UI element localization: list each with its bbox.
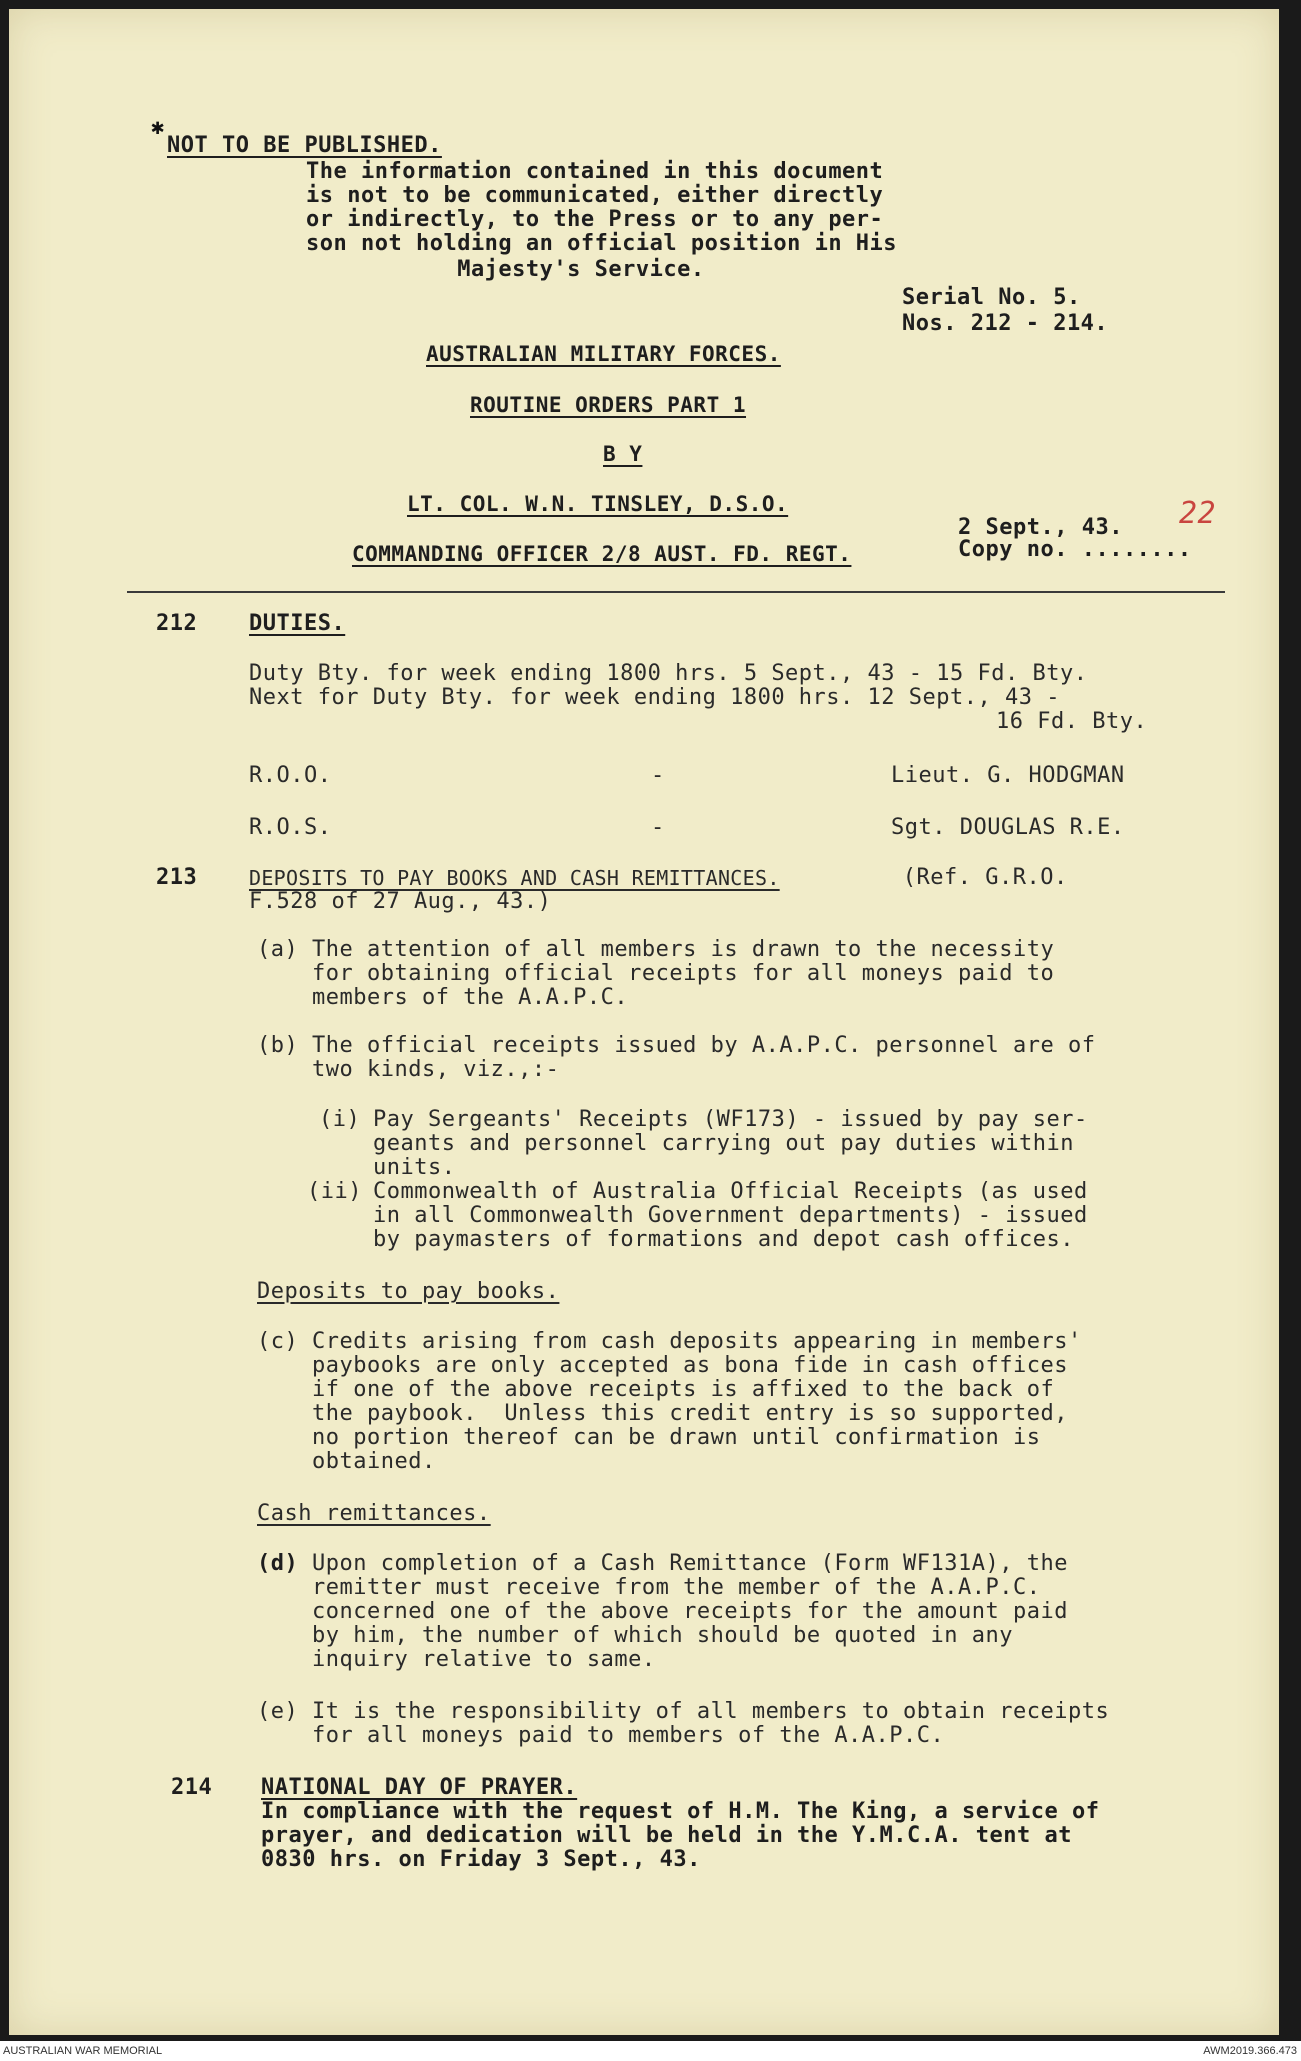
subheading-cash: Cash remittances. xyxy=(257,1501,491,1526)
para-i-line: geants and personnel carrying out pay duties within xyxy=(373,1131,1075,1156)
para-i-line: Pay Sergeants' Receipts (WF173) - issued by pay ser- xyxy=(373,1107,1088,1132)
roo-dash: - xyxy=(651,763,665,788)
ros-dash: - xyxy=(651,815,665,840)
para-d-line: Upon completion of a Cash Remittance (Form WF131A), the xyxy=(312,1551,1068,1576)
handwritten-copy-number: 22 xyxy=(1179,496,1217,531)
para-d-line: by him, the number of which should be quoted in any xyxy=(312,1623,1014,1648)
footer-institution: AUSTRALIAN WAR MEMORIAL xyxy=(3,2045,163,2057)
para-e-line: It is the responsibility of all members to obtain receipts xyxy=(312,1699,1110,1724)
para-label: (a) xyxy=(257,937,299,962)
title-by: B Y xyxy=(603,442,643,466)
roo-name: Lieut. G. HODGMAN xyxy=(891,763,1125,788)
para-d-line: inquiry relative to same. xyxy=(312,1647,656,1672)
order-number: 214 xyxy=(171,1775,213,1800)
document-page xyxy=(9,9,1279,2035)
prayer-line: 0830 hrs. on Friday 3 Sept., 43. xyxy=(261,1847,701,1872)
para-c-line: obtained. xyxy=(312,1449,436,1474)
duties-line: Duty Bty. for week ending 1800 hrs. 5 Sept., 43 - 15 Fd. Bty. xyxy=(249,661,1088,686)
ros-label: R.O.S. xyxy=(249,815,332,840)
para-d-line: remitter must receive from the member of the A.A.P.C. xyxy=(312,1575,1041,1600)
order-heading-prayer: NATIONAL DAY OF PRAYER. xyxy=(261,1775,578,1800)
prayer-line: prayer, and dedication will be held in the Y.M.C.A. tent at xyxy=(261,1823,1072,1848)
notice-line: or indirectly, to the Press or to any per- xyxy=(306,207,884,232)
para-b-line: two kinds, viz.,:- xyxy=(312,1057,560,1082)
subheading-deposits: Deposits to pay books. xyxy=(257,1279,560,1304)
para-ii-line: in all Commonwealth Government departments) - issued xyxy=(373,1203,1088,1228)
officer-name: LT. COL. W.N. TINSLEY, D.S.O. xyxy=(407,492,789,516)
para-label: (ii) xyxy=(307,1179,362,1204)
serial-number: Serial No. 5. xyxy=(902,285,1081,310)
notice-line: The information contained in this document xyxy=(306,159,884,184)
header-divider xyxy=(127,591,1225,593)
title-routine-orders: ROUTINE ORDERS PART 1 xyxy=(470,393,747,417)
not-published-heading: NOT TO BE PUBLISHED. xyxy=(167,133,442,158)
para-i-line: units. xyxy=(373,1155,456,1180)
notice-line: is not to be communicated, either directly xyxy=(306,183,884,208)
para-d-line: concerned one of the above receipts for the amount paid xyxy=(312,1599,1068,1624)
order-heading-deposits: DEPOSITS TO PAY BOOKS AND CASH REMITTANCES. xyxy=(249,866,780,890)
archive-footer xyxy=(0,2041,1301,2061)
command-title: COMMANDING OFFICER 2/8 AUST. FD. REGT. xyxy=(352,542,852,566)
para-label: (d) xyxy=(257,1551,299,1576)
asterisk-mark: ✱ xyxy=(151,115,165,140)
para-c-line: if one of the above receipts is affixed to the back of xyxy=(312,1377,1055,1402)
para-b-line: The official receipts issued by A.A.P.C. personnel are of xyxy=(312,1033,1096,1058)
reference: (Ref. G.R.O. xyxy=(889,865,1068,890)
duties-line: 16 Fd. Bty. xyxy=(996,709,1148,734)
roo-label: R.O.O. xyxy=(249,763,332,788)
para-e-line: for all moneys paid to members of the A.A.P.C. xyxy=(312,1723,945,1748)
para-label: (c) xyxy=(257,1329,299,1354)
para-ii-line: Commonwealth of Australia Official Receipts (as used xyxy=(373,1179,1088,1204)
order-heading-duties: DUTIES. xyxy=(249,611,346,636)
title-forces: AUSTRALIAN MILITARY FORCES. xyxy=(426,342,781,366)
notice-line: son not holding an official position in His xyxy=(306,231,898,256)
para-c-line: paybooks are only accepted as bona fide in cash offices xyxy=(312,1353,1068,1378)
prayer-line: In compliance with the request of H.M. The King, a service of xyxy=(261,1799,1100,1824)
para-a-line: The attention of all members is drawn to the necessity xyxy=(312,937,1055,962)
para-c-line: Credits arising from cash deposits appearing in members' xyxy=(312,1329,1082,1354)
reference: F.528 of 27 Aug., 43.) xyxy=(249,889,552,914)
order-numbers: Nos. 212 - 214. xyxy=(902,311,1109,336)
para-c-line: the paybook. Unless this credit entry is so supported, xyxy=(312,1401,1068,1426)
para-label: (e) xyxy=(257,1699,299,1724)
order-number: 213 xyxy=(156,865,198,890)
para-label: (b) xyxy=(257,1033,299,1058)
order-number: 212 xyxy=(156,611,198,636)
ros-name: Sgt. DOUGLAS R.E. xyxy=(891,815,1125,840)
notice-line: Majesty's Service. xyxy=(306,257,705,282)
para-a-line: members of the A.A.P.C. xyxy=(312,985,629,1010)
footer-accession-number: AWM2019.366.473 xyxy=(1203,2045,1297,2057)
duties-line: Next for Duty Bty. for week ending 1800 hrs. 12 Sept., 43 - xyxy=(249,685,1060,710)
copy-number: Copy no. ........ xyxy=(958,537,1192,562)
para-c-line: no portion thereof can be drawn until confirmation is xyxy=(312,1425,1041,1450)
para-a-line: for obtaining official receipts for all moneys paid to xyxy=(312,961,1055,986)
para-ii-line: by paymasters of formations and depot cash offices. xyxy=(373,1227,1075,1252)
para-label: (i) xyxy=(319,1107,361,1132)
order-date: 2 Sept., 43. xyxy=(958,515,1123,540)
